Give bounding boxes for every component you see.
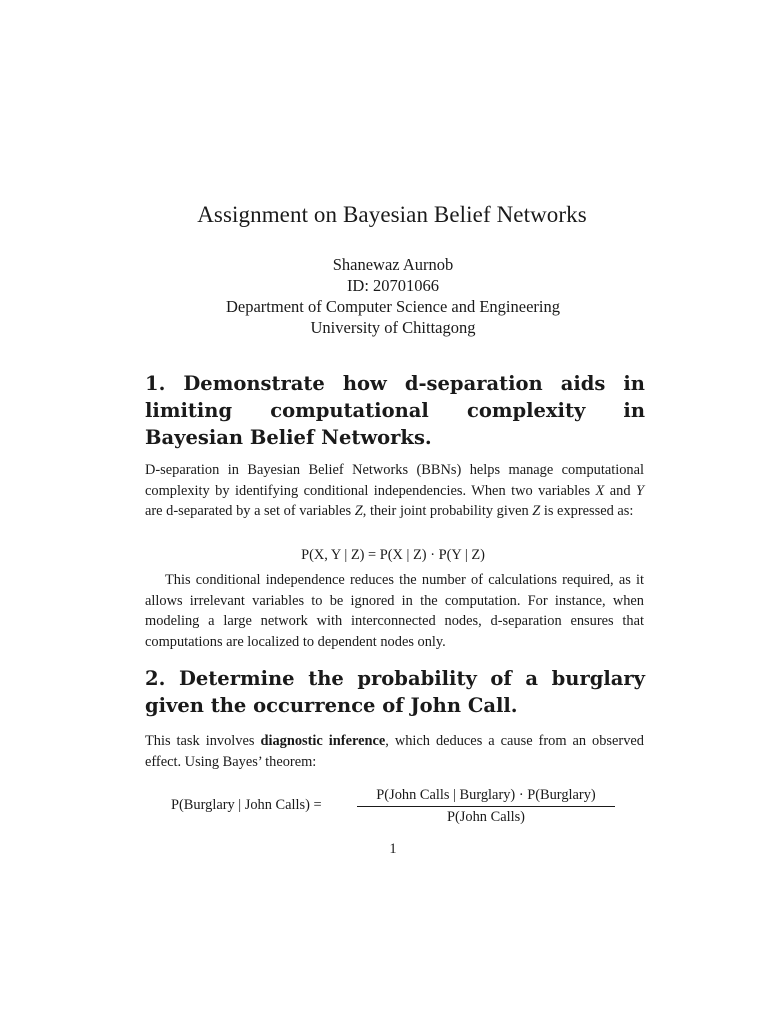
equation-denominator: P(John Calls)	[447, 809, 525, 825]
text-run: , their joint probability given	[362, 503, 533, 519]
author-university: University of Chittagong	[310, 318, 476, 337]
section-1-paragraph-1	[145, 460, 644, 522]
math-variable: Z	[354, 503, 363, 519]
author-department: Department of Computer Science and Engineering	[225, 297, 560, 316]
equation-bayes-theorem	[171, 786, 631, 830]
section-2-heading: 2. Determine the probability of a burglary given the occurrence of John Call.	[145, 667, 645, 717]
section-1-heading: 1. Demonstrate how d-separation aids in limiting computational complexity in Bayesian Belief Networks.	[145, 372, 645, 449]
math-variable: Y	[635, 482, 644, 499]
math-variable: Z	[532, 503, 541, 519]
text-run: are d-separated by a set of variables	[145, 503, 355, 519]
equation-joint-probability: P(X, Y | Z) = P(X | Z) · P(Y | Z)	[301, 547, 485, 563]
page-number: 1	[389, 841, 397, 857]
equation-lhs: P(Burglary | John Calls) =	[171, 797, 322, 813]
document-title: Assignment on Bayesian Belief Networks	[197, 202, 587, 227]
fraction-bar	[357, 806, 615, 807]
equation-fraction	[357, 786, 615, 826]
equation-numerator: P(John Calls | Burglary) · P(Burglary)	[376, 787, 596, 803]
author-id: ID: 20701066	[346, 276, 440, 295]
bold-term: diagnostic inference	[260, 733, 386, 749]
math-variable: X	[595, 482, 605, 499]
author-name: Shanewaz Aurnob	[332, 255, 454, 274]
author-block	[0, 254, 768, 338]
text-run: This task involves	[145, 733, 261, 749]
section-1-paragraph-2: This conditional independence reduces the number of calculations required, as it allows irrelevant variables to be ignored in the computation. For instance, when modeling a large network with interconnected nodes, d-separation ensures that computations are localized to dependent nodes only.	[145, 572, 644, 650]
text-run: is expressed as:	[540, 503, 634, 519]
section-2-paragraph-1	[145, 731, 644, 772]
text-run: , which deduces a cause from an observed effect. Using Bayes’ theorem:	[145, 733, 644, 770]
text-run: D-separation in Bayesian Belief Networks (BBNs) helps manage computational complexity by identifying conditional independencies. When two variables	[145, 462, 644, 499]
text-run: and	[604, 482, 636, 499]
